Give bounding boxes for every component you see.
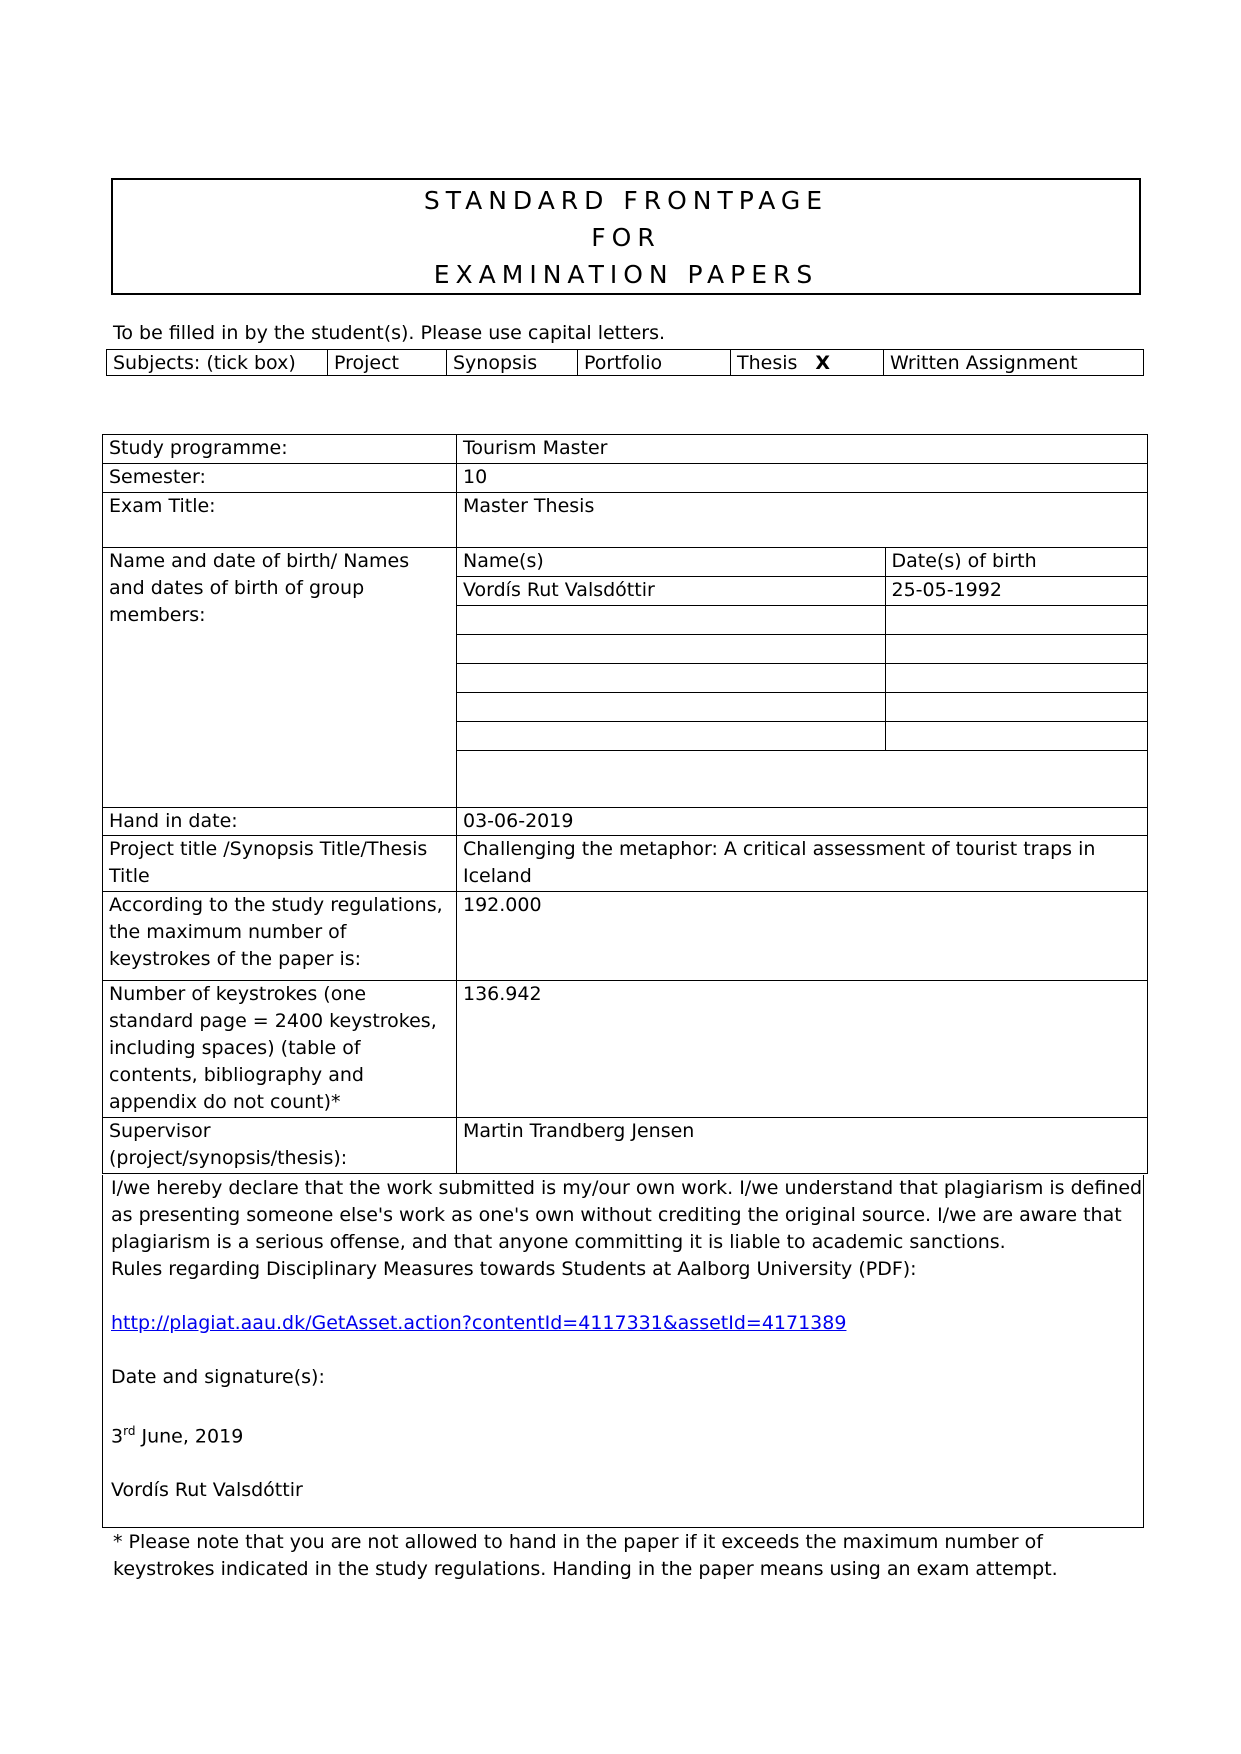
member-dob-1[interactable]: 25-05-1992: [885, 577, 1147, 606]
title-line-2: FOR: [591, 223, 661, 252]
subjects-table: [106, 349, 1144, 376]
member-row-blank: [457, 751, 1147, 780]
group-members-cell: [457, 548, 1148, 808]
hand-in-label: Hand in date:: [103, 808, 457, 836]
member-name-6[interactable]: [457, 722, 885, 751]
member-dob-3[interactable]: [885, 635, 1147, 664]
subject-written-assignment[interactable]: [884, 350, 1144, 376]
member-dob-5[interactable]: [885, 693, 1147, 722]
keystrokes-label: Number of keystrokes (one standard page = 2400 keystrokes, including spaces) (table of contents, bibliography and appendix do not count)*: [103, 981, 457, 1118]
thesis-tick-mark: X: [815, 351, 831, 374]
subject-portfolio-label: Portfolio: [584, 351, 663, 374]
declaration-box: [102, 1175, 1144, 1528]
keystrokes-value[interactable]: 136.942: [457, 981, 1148, 1118]
member-name-5[interactable]: [457, 693, 885, 722]
declaration-text: I/we hereby declare that the work submitted is my/our own work. I/we understand that plagiarism is defined as presenting someone else's work as one's own without crediting the original source. I/we are aware that plagiarism is a serious offense, and that anyone committing it is liable to academic sanctions.: [111, 1177, 1143, 1253]
subject-thesis-label: Thesis: [737, 351, 798, 374]
signature-name: Vordís Rut Valsdóttir: [111, 1479, 303, 1502]
title-box: [111, 178, 1141, 295]
subject-project-label: Project: [334, 351, 400, 374]
subject-thesis[interactable]: [731, 350, 884, 376]
max-keystrokes-label: According to the study regulations, the maximum number of keystrokes of the paper is:: [103, 892, 457, 981]
date-day: 3: [111, 1425, 124, 1448]
member-dob-6[interactable]: [885, 722, 1147, 751]
subject-portfolio[interactable]: [578, 350, 731, 376]
project-title-label: Project title /Synopsis Title/Thesis Title: [103, 836, 457, 892]
subject-project[interactable]: [328, 350, 447, 376]
title-line-3: EXAMINATION PAPERS: [433, 260, 819, 289]
names-header: Name(s): [457, 548, 885, 577]
group-members-table: [457, 548, 1147, 779]
info-table: [102, 434, 1148, 1174]
exam-title-value[interactable]: Master Thesis: [457, 493, 1148, 548]
group-members-label: Name and date of birth/ Names and dates of birth of group members:: [103, 548, 457, 808]
exam-title-label: Exam Title:: [103, 493, 457, 548]
plagiarism-rules-link[interactable]: http://plagiat.aau.dk/GetAsset.action?contentId=4117331&assetId=4171389: [111, 1312, 847, 1334]
date-suffix: rd: [123, 1424, 136, 1438]
dob-header: Date(s) of birth: [885, 548, 1147, 577]
supervisor-value[interactable]: Martin Trandberg Jensen: [457, 1118, 1148, 1174]
semester-label: Semester:: [103, 464, 457, 493]
rules-text: Rules regarding Disciplinary Measures towards Students at Aalborg University (PDF):: [111, 1258, 917, 1280]
member-name-1[interactable]: Vordís Rut Valsdóttir: [457, 577, 885, 606]
member-name-3[interactable]: [457, 635, 885, 664]
date-rest: June, 2019: [135, 1425, 244, 1448]
footnote: * Please note that you are not allowed to hand in the paper if it exceeds the maximum number of keystrokes indicated in the study regulations. Handing in the paper means using an exam attempt.: [113, 1531, 1058, 1580]
max-keystrokes-value[interactable]: 192.000: [457, 892, 1148, 981]
member-name-4[interactable]: [457, 664, 885, 693]
subjects-label: Subjects: (tick box): [107, 350, 328, 376]
instruction-text: To be filled in by the student(s). Please use capital letters.: [113, 322, 666, 344]
hand-in-value[interactable]: 03-06-2019: [457, 808, 1148, 836]
study-programme-value[interactable]: Tourism Master: [457, 435, 1148, 464]
member-dob-4[interactable]: [885, 664, 1147, 693]
title-line-1: STANDARD FRONTPAGE: [423, 186, 829, 215]
subject-written-label: Written Assignment: [890, 351, 1078, 374]
project-title-value[interactable]: Challenging the metaphor: A critical assessment of tourist traps in Iceland: [457, 836, 1148, 892]
study-programme-label: Study programme:: [103, 435, 457, 464]
member-name-2[interactable]: [457, 606, 885, 635]
signature-date: [111, 1418, 1143, 1450]
supervisor-label: Supervisor (project/synopsis/thesis):: [103, 1118, 457, 1174]
signature-label: Date and signature(s):: [111, 1366, 325, 1388]
subject-synopsis[interactable]: [447, 350, 578, 376]
semester-value[interactable]: 10: [457, 464, 1148, 493]
member-dob-2[interactable]: [885, 606, 1147, 635]
subject-synopsis-label: Synopsis: [453, 351, 538, 374]
